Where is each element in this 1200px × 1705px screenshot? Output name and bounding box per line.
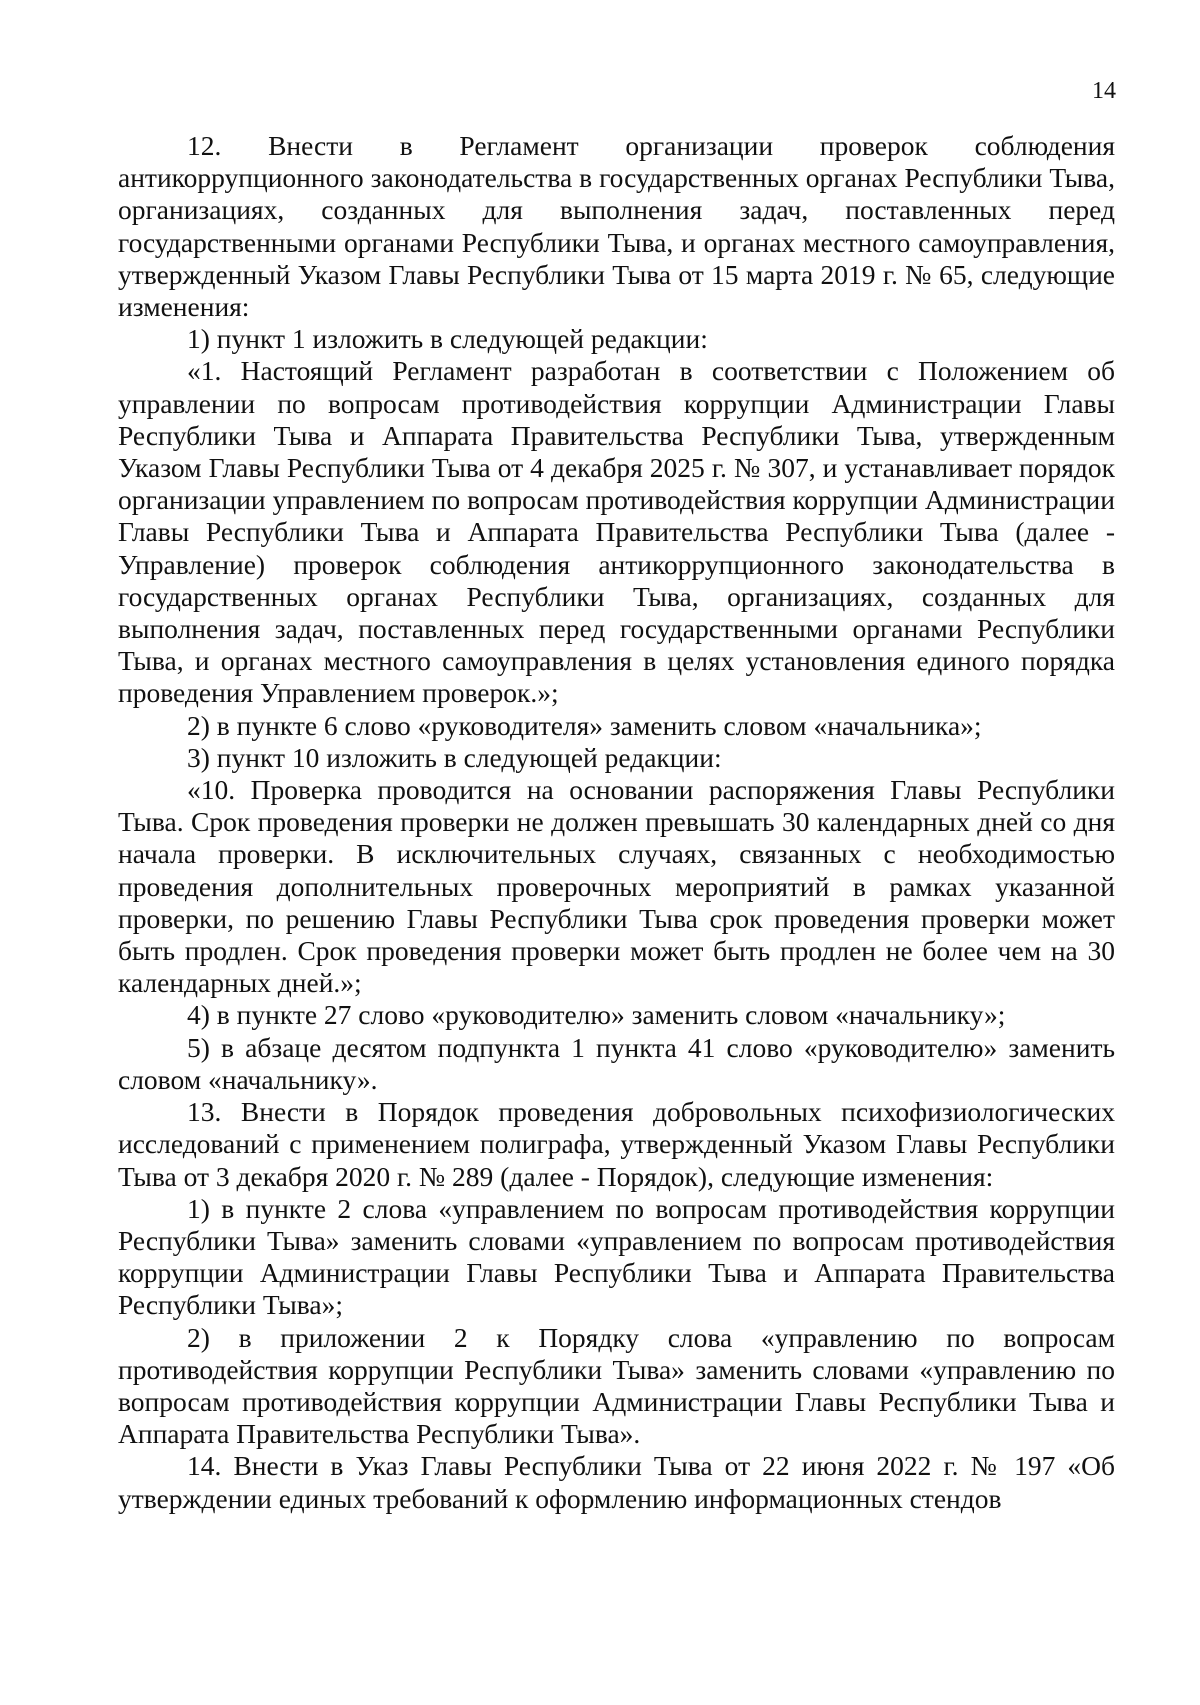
page-number: 14 [1092,78,1116,104]
paragraph-quoted-point-1: «1. Настоящий Регламент разработан в соответствии с Положением об управлении по вопросам противодействия коррупции Администрации Главы Республики Тыва и Аппарата Правительства Республики Тыва, утвержденным Указом Главы Республики Тыва от 4 декабря 2025 г. № 307, и устанавливает порядок организации управлением по вопросам противодействия коррупции Администрации Главы Республики Тыва и Аппарата Правительства Республики Тыва (далее - Управление) проверок соблюдения антикоррупционного законодательства в государственных органах Республики Тыва, организациях, созданных для выполнения задач, поставленных перед государственными органами Республики Тыва, и органах местного самоуправления в целях установления единого порядка проведения Управлением проверок.»; [118,355,1115,709]
document-body [118,130,1115,1515]
paragraph-item-14: 14. Внести в Указ Главы Республики Тыва от 22 июня 2022 г. № 197 «Об утверждении единых требований к оформлению информационных стендов [118,1450,1115,1514]
paragraph-subitem-3: 3) пункт 10 изложить в следующей редакции: [187,741,722,773]
paragraph-subitem-4: 4) в пункте 27 слово «руководителю» заменить словом «начальнику»; [187,999,1006,1031]
paragraph-subitem-5: 5) в абзаце десятом подпункта 1 пункта 41 слово «руководителю» заменить словом «начальнику». [118,1031,1115,1095]
paragraph-subitem-1: 1) пункт 1 изложить в следующей редакции: [187,323,708,355]
paragraph-item-13-subitem-2: 2) в приложении 2 к Порядку слова «управлению по вопросам противодействия коррупции Республики Тыва» заменить словами «управлению по вопросам противодействия коррупции Администрации Главы Республики Тыва и Аппарата Правительства Республики Тыва». [118,1321,1115,1450]
paragraph-quoted-point-10: «10. Проверка проводится на основании распоряжения Главы Республики Тыва. Срок проведения проверки не должен превышать 30 календарных дней со дня начала проверки. В исключительных случаях, связанных с необходимостью проведения дополнительных проверочных мероприятий в рамках указанной проверки, по решению Главы Республики Тыва срок проведения проверки может быть продлен. Срок проведения проверки может быть продлен не более чем на 30 календарных дней.»; [118,774,1115,999]
paragraph-subitem-2: 2) в пункте 6 слово «руководителя» заменить словом «начальника»; [187,709,982,741]
paragraph-item-13-subitem-1: 1) в пункте 2 слова «управлением по вопросам противодействия коррупции Республики Тыва» заменить словами «управлением по вопросам противодействия коррупции Администрации Главы Республики Тыва и Аппарата Правительства Республики Тыва»; [118,1192,1115,1321]
paragraph-item-13: 13. Внести в Порядок проведения добровольных психофизиологических исследований с применением полиграфа, утвержденный Указом Главы Республики Тыва от 3 декабря 2020 г. № 289 (далее - Порядок), следующие изменения: [118,1096,1115,1192]
paragraph-item-12: 12. Внести в Регламент организации проверок соблюдения антикоррупционного законодательства в государственных органах Республики Тыва, организациях, созданных для выполнения задач, поставленных перед государственными органами Республики Тыва, и органах местного самоуправления, утвержденный Указом Главы Республики Тыва от 15 марта 2019 г. № 65, следующие изменения: [118,130,1115,323]
